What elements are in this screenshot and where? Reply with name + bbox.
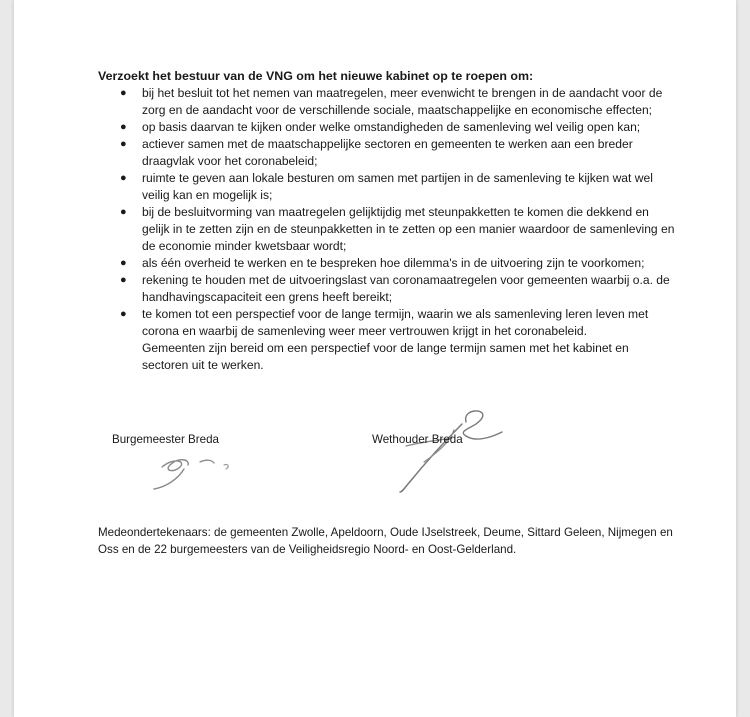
list-item	[98, 306, 678, 340]
bullet-icon: ●	[120, 138, 127, 150]
list-item	[98, 170, 678, 204]
letter-heading: Verzoekt het bestuur van de VNG om het nieuwe kabinet op te roepen om:	[98, 69, 534, 83]
request-list	[98, 85, 678, 340]
alderman-signature-icon	[366, 400, 516, 495]
bullet-icon: ●	[120, 121, 127, 133]
list-item	[98, 204, 678, 255]
list-item-text: ruimte te geven aan lokale besturen om samen met partijen in de samenleving te kijken wat wel veilig kan en mogelijk is;	[142, 171, 653, 202]
letter-body	[98, 68, 678, 374]
bullet-icon: ●	[120, 308, 127, 320]
list-item-text: rekening te houden met de uitvoeringslast van coronamaatregelen voor gemeenten waarbij o.a. de handhavingscapaciteit een grens heeft bereikt;	[142, 273, 670, 304]
list-item	[98, 272, 678, 306]
list-item-text: als één overheid te werken en te bespreken hoe dilemma's in de uitvoering zijn te voorkomen;	[142, 256, 645, 270]
mayor-signature-label: Burgemeester Breda	[112, 433, 219, 446]
list-item	[98, 255, 678, 272]
list-item-text: actiever samen met de maatschappelijke sectoren en gemeenten te werken aan een breder draagvlak voor het coronabeleid;	[142, 137, 633, 168]
list-item-text: op basis daarvan te kijken onder welke omstandigheden de samenleving wel veilig open kan;	[142, 120, 641, 134]
bullet-icon: ●	[120, 274, 127, 286]
bullet-icon: ●	[120, 87, 127, 99]
document-page	[14, 0, 736, 717]
mayor-signature-icon	[144, 445, 254, 495]
list-item-text: bij de besluitvorming van maatregelen gelijktijdig met steunpakketten te komen die dekkend en gelijk in te zetten zijn en de steunpakketten in te zetten op een manier waardoor de samenleving en de economie minder kwetsbaar wordt;	[142, 205, 675, 253]
list-item	[98, 119, 678, 136]
list-item	[98, 85, 678, 119]
cosigners-note: Medeondertekenaars: de gemeenten Zwolle, Apeldoorn, Oude IJselstreek, Deume, Sittard Geleen, Nijmegen en Oss en de 22 burgemeesters van de Veiligheidsregio Noord- en Oost-Gelderland.	[98, 526, 673, 556]
bullet-icon: ●	[120, 257, 127, 269]
bullet-icon: ●	[120, 172, 127, 184]
list-item-text: bij het besluit tot het nemen van maatregelen, meer evenwicht te brengen in de aandacht voor de zorg en de aandacht voor de verschillende sociale, maatschappelijke en economische effecten;	[142, 86, 663, 117]
list-item-text: te komen tot een perspectief voor de lange termijn, waarin we als samenleving leren leven met corona en waarbij de samenleving weer meer vertrouwen krijgt in het coronabeleid.	[142, 307, 649, 338]
closing-paragraph: Gemeenten zijn bereid om een perspectief voor de lange termijn samen met het kabinet en sectoren uit te werken.	[142, 341, 629, 372]
list-item	[98, 136, 678, 170]
alderman-signature-label: Wethouder Breda	[372, 433, 463, 446]
bullet-icon: ●	[120, 206, 127, 218]
